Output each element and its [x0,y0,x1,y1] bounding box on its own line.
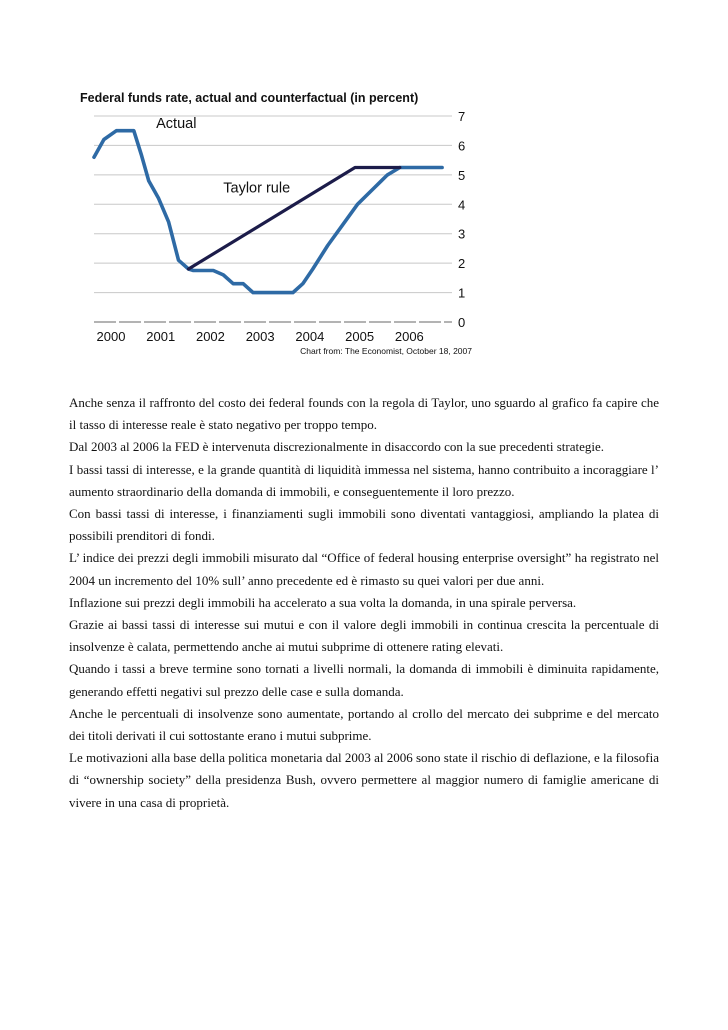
paragraph-6: Inflazione sui prezzi degli immobili ha accelerato a sua volta la domanda, in una spirale perversa. [69,594,577,610]
x-tick-label-2004: 2004 [295,329,325,344]
paragraph-2: Dal 2003 al 2006 la FED è intervenuta discrezionalmente in disaccordo con la sue precedenti strategie. [69,439,604,455]
x-tick-label-2006: 2006 [394,329,424,344]
series-line-taylor-rule [189,168,400,270]
chart-canvas [60,82,490,372]
y-tick-label-6: 6 [458,138,466,154]
y-tick-label-4: 4 [458,197,466,213]
x-tick-label-2001: 2001 [146,329,176,344]
paragraph-3: I bassi tassi di interesse, e la grande quantità di liquidità immessa nel sistema, hanno contribuito a incoraggiare l’ aumento straordinario della domanda di immobili, e conseguentemente il loro prezzo. [69,461,659,499]
y-tick-label-2: 2 [458,256,466,272]
x-tick-label-2002: 2002 [195,329,225,344]
paragraph-4: Con bassi tassi di interesse, i finanziamenti sugli immobili sono diventati vantaggiosi, ampliando la platea di possibili prenditori di fondi. [69,506,659,544]
paragraph-5: L’ indice dei prezzi degli immobili misurato dal “Office of federal housing enterprise oversight” ha registrato nel 2004 un incremento del 10% sull’ anno precedente ed è rimasto su quei valori per due anni. [69,550,659,588]
body-text [69,392,659,814]
chart-title: Federal funds rate, actual and counterfactual (in percent) [80,91,419,105]
paragraph-7: Grazie ai bassi tassi di interesse sui mutui e con il valore degli immobili in continua crescita la percentuale di insolvenze è calata, permettendo anche ai mutui subprime di ottenere rating elevati. [69,617,659,655]
y-tick-label-0: 0 [458,315,466,330]
annotation-actual: Actual [156,115,197,132]
y-tick-label-7: 7 [458,109,466,124]
paragraph-1: Anche senza il raffronto del costo dei federal founds con la regola di Taylor, uno sguardo al grafico fa capire che il tasso di interesse reale è stato negativo per troppo tempo. [69,395,659,433]
paragraph-8: Quando i tassi a breve termine sono tornati a livelli normali, la domanda di immobili è diminuita rapidamente, generando effetti negativi sul prezzo delle case e sulla domanda. [69,661,659,699]
x-tick-label-2000: 2000 [96,329,126,344]
y-tick-label-3: 3 [458,226,466,242]
series-line-actual [94,131,442,293]
paragraph-10: Le motivazioni alla base della politica monetaria dal 2003 al 2006 sono state il rischio di deflazione, e la filosofia di “ownership society” della presidenza Bush, ovvero permettere al maggior numero di famiglie americane di vivere in una casa di proprietà. [69,750,659,810]
x-tick-label-2003: 2003 [245,329,275,344]
y-tick-label-5: 5 [458,167,466,183]
annotation-taylor-rule: Taylor rule [223,180,291,197]
paragraph-9: Anche le percentuali di insolvenze sono aumentate, portando al crollo del mercato dei subprime e del mercato dei titoli derivati il cui sottostante erano i mutui subprime. [69,705,659,744]
chart-source: Chart from: The Economist, October 18, 2007 [300,346,472,356]
y-tick-label-1: 1 [458,285,466,301]
x-tick-label-2005: 2005 [345,329,375,344]
fed-funds-chart [60,82,490,372]
